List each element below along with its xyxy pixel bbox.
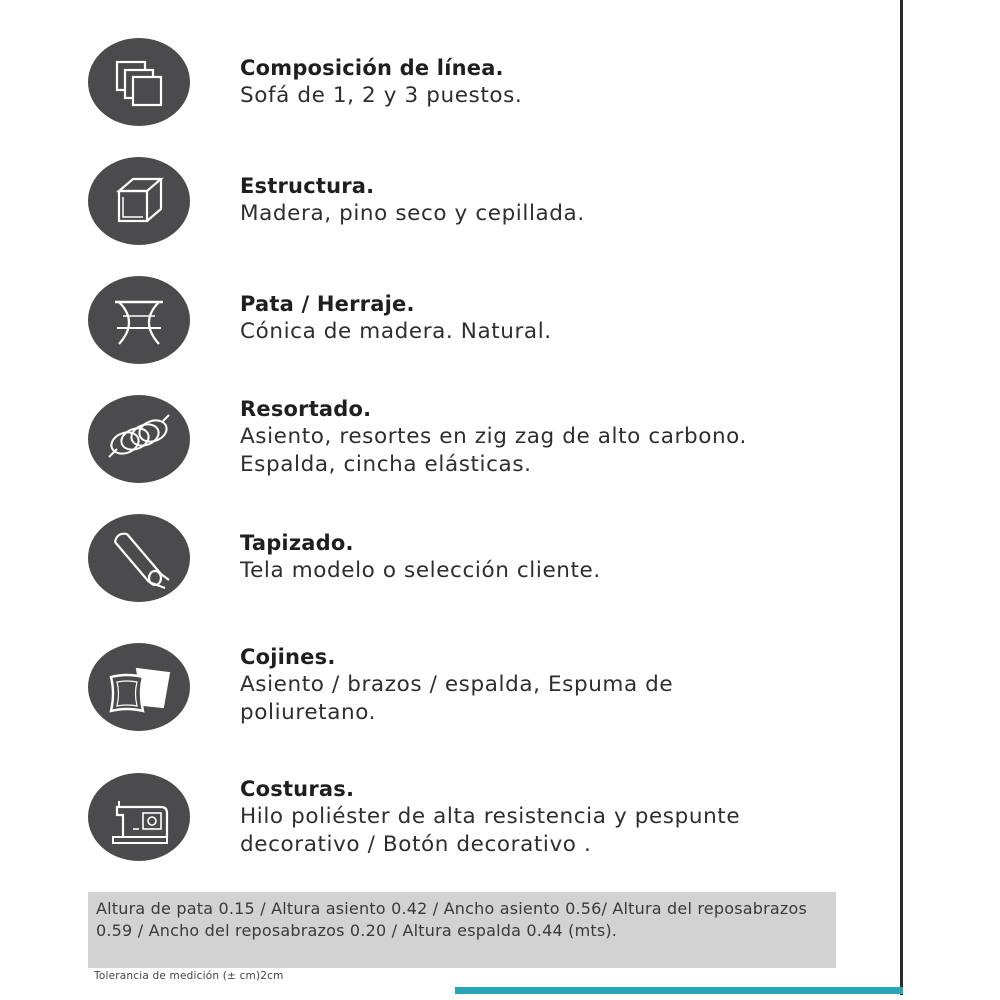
spec-text (240, 290, 880, 346)
accent-bar (455, 987, 903, 994)
spec-description: Tela modelo o selección cliente. (240, 558, 601, 583)
spec-title: Estructura. (240, 174, 375, 198)
spec-title: Cojines. (240, 645, 336, 669)
spec-title: Pata / Herraje. (240, 292, 415, 316)
layers-icon (88, 38, 190, 126)
spec-description: Cónica de madera. Natural. (240, 319, 552, 344)
dimensions-box (88, 892, 836, 968)
spec-text (240, 529, 880, 585)
spec-title: Tapizado. (240, 531, 354, 555)
spring-icon (88, 395, 190, 483)
page-right-border (900, 0, 903, 995)
spec-title: Composición de línea. (240, 56, 504, 80)
cube-frame-icon (88, 157, 190, 245)
spec-description: Madera, pino seco y cepillada. (240, 201, 585, 226)
dimensions-text: Altura de pata 0.15 / Altura asiento 0.42 / Ancho asiento 0.56/ Altura del reposabrazos 0.59 / Ancho del reposabrazos 0.20 / Altura espalda 0.44 (mts). (96, 899, 807, 940)
spec-description: Asiento / brazos / espalda, Espuma de poliuretano. (240, 672, 674, 725)
spec-title: Resortado. (240, 397, 372, 421)
cushion-icon (88, 643, 190, 731)
spec-description: Hilo poliéster de alta resistencia y pespunte decorativo / Botón decorativo . (240, 804, 741, 857)
spec-text (240, 775, 880, 859)
fabric-roll-icon (88, 514, 190, 602)
spec-description: Asiento, resortes en zig zag de alto carbono. Espalda, cincha elásticas. (240, 424, 747, 477)
sewing-machine-icon (88, 773, 190, 861)
spec-text (240, 395, 880, 479)
spec-text (240, 172, 880, 228)
spec-text (240, 54, 880, 110)
spec-text (240, 643, 880, 727)
spec-description: Sofá de 1, 2 y 3 puestos. (240, 83, 523, 108)
spec-title: Costuras. (240, 777, 355, 801)
leg-hardware-icon (88, 276, 190, 364)
tolerance-note: Tolerancia de medición (± cm)2cm (94, 970, 284, 982)
